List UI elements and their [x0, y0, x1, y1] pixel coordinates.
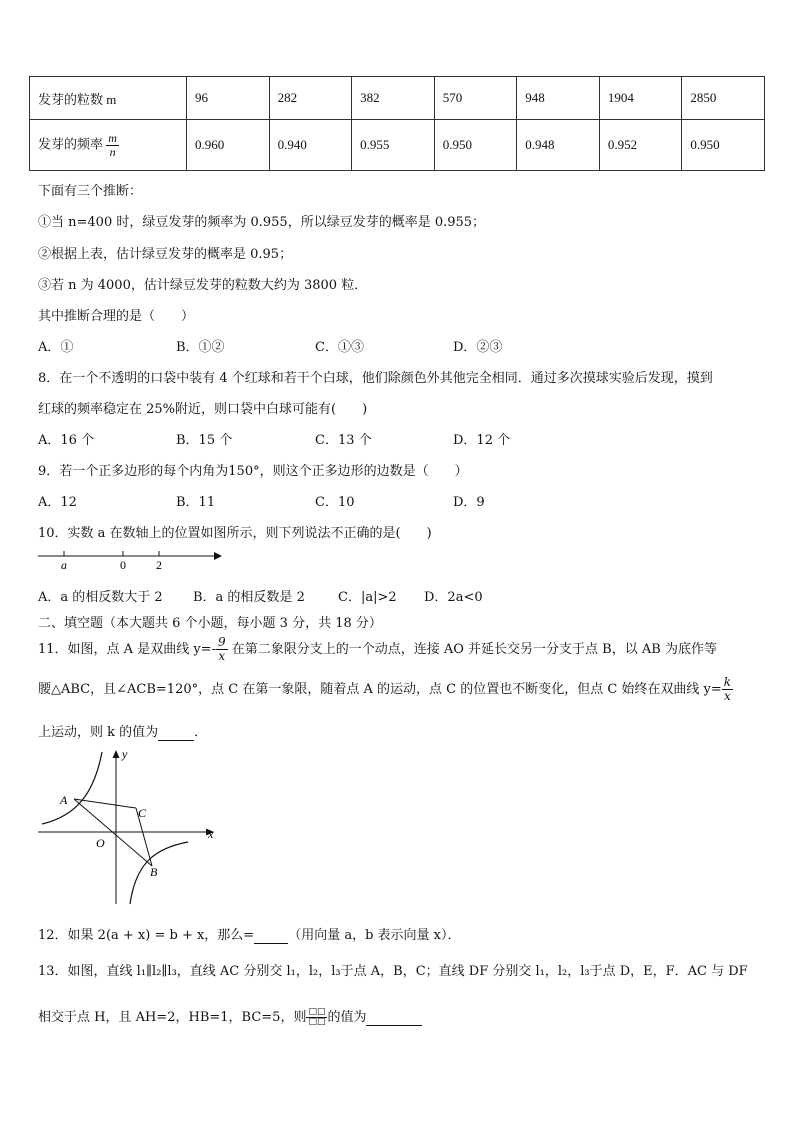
table-cell: 2850	[682, 77, 765, 120]
q7-question: 其中推断合理的是（ ）	[38, 309, 195, 324]
table-row	[30, 120, 765, 171]
row1-header: 发芽的粒数 m	[30, 77, 187, 120]
table-cell: 0.950	[434, 120, 517, 171]
answer-blank[interactable]	[366, 1010, 422, 1026]
row2-header-text: 发芽的频率	[38, 135, 104, 151]
frac-den: x	[724, 689, 731, 703]
q8-option-d: D．12 个	[453, 433, 511, 448]
frac-den: x	[218, 649, 226, 663]
table-cell: 0.960	[187, 120, 270, 171]
table-row	[30, 77, 765, 120]
q9-option-a: A．12	[38, 495, 77, 510]
table-cell: 570	[434, 77, 517, 120]
q13-text-2a: 相交于点 H，且 AH=2，HB=1，BC=5，则	[38, 1010, 307, 1025]
answer-blank[interactable]	[254, 928, 288, 944]
q7-option-b: B．①②	[176, 340, 225, 355]
q7-option-c: C．①③	[315, 340, 364, 355]
frac-num: k	[723, 675, 732, 689]
q11-line-2	[38, 675, 733, 705]
axis-label-2: 2	[156, 558, 162, 572]
q13-text-2b: 的值为	[327, 1010, 367, 1025]
axis-label-0: 0	[120, 558, 126, 572]
q8-line-1: 8．在一个不透明的口袋中装有 4 个红球和若干个白球，他们除颜色外其他完全相同．通过多次摸球实验后发现，摸到	[38, 371, 713, 386]
label-B: B	[150, 865, 158, 879]
number-line-figure	[36, 548, 226, 572]
table-cell: 282	[269, 77, 352, 120]
q7-statement-2: ②根据上表，估计绿豆发芽的概率是 0.95；	[38, 247, 293, 262]
q7-option-a: A．①	[38, 340, 74, 355]
label-O: O	[96, 836, 105, 850]
fraction-9-over-x	[216, 636, 228, 663]
label-A: A	[60, 793, 68, 807]
q13-line-2	[38, 1006, 422, 1027]
q10-option-b: B．a 的相反数是 2	[193, 590, 305, 605]
label-x: x	[208, 827, 214, 841]
q11-text-3b: ．	[194, 725, 208, 740]
hyperbola-figure	[36, 744, 226, 910]
fraction-placeholder: $\frac{□□}{□□}$	[308, 1007, 326, 1027]
frac-num: m	[108, 130, 117, 145]
fraction-k-over-x	[722, 676, 733, 703]
q10-option-a: A．a 的相反数大于 2	[38, 590, 163, 605]
q11-text-3a: 上运动，则 k 的值为	[38, 725, 159, 740]
q11-text-2a: 腰△ABC，且∠ACB=120°，点 C 在第一象限，随着点 A 的运动，点 C 的位置也不断变化，但点 C 始终在双曲线 y=	[38, 682, 722, 697]
q12-text-b: （用向量 a，b 表示向量 x）．	[288, 928, 461, 943]
table-cell: 96	[187, 77, 270, 120]
table-cell: 382	[352, 77, 435, 120]
frac-num: 9	[217, 635, 226, 649]
table-cell: 948	[517, 77, 600, 120]
q13-line-1: 13．如图，直线 l₁∥l₂∥l₃，直线 AC 分别交 l₁，l₂，l₃于点 A，B，C；直线 DF 分别交 l₁，l₂，l₃于点 D，E，F．AC 与 DF	[38, 964, 748, 979]
q12-line	[38, 924, 461, 944]
q9-option-b: B．11	[176, 495, 216, 510]
table-cell: 0.940	[269, 120, 352, 171]
q11-line-3	[38, 721, 207, 741]
label-C: C	[138, 806, 147, 820]
germination-table	[29, 76, 765, 171]
m-over-n-fraction	[106, 132, 119, 159]
q7-statement-3: ③若 n 为 4000，估计绿豆发芽的粒数大约为 3800 粒．	[38, 278, 368, 293]
table-cell: 0.952	[599, 120, 682, 171]
q9-option-c: C．10	[315, 495, 355, 510]
q10-line-1: 10．实数 a 在数轴上的位置如图所示，则下列说法不正确的是( )	[38, 526, 432, 541]
q11-text-1a: 11．如图，点 A 是双曲线 y=-	[38, 642, 216, 657]
q7-intro: 下面有三个推断：	[38, 184, 143, 199]
table-cell: 0.950	[682, 120, 765, 171]
section-heading: 二、填空题（本大题共 6 个小题，每小题 3 分，共 18 分）	[38, 616, 382, 631]
q9-line-1: 9．若一个正多边形的每个内角为150°，则这个正多边形的边数是（ ）	[38, 464, 468, 479]
q10-option-d: D．2a<0	[424, 590, 483, 605]
frac-den: n	[109, 144, 116, 159]
q11-text-1b: 在第二象限分支上的一个动点，连接 AO 并延长交另一分支于点 B，以 AB 为底作等	[227, 642, 717, 657]
q7-option-d: D．②③	[453, 340, 503, 355]
q8-option-b: B．15 个	[176, 433, 233, 448]
q7-statement-1: ①当 n=400 时，绿豆发芽的频率为 0.955，所以绿豆发芽的概率是 0.955；	[38, 215, 486, 230]
q8-option-a: A．16 个	[38, 433, 95, 448]
q8-option-c: C．13 个	[315, 433, 372, 448]
axis-label-a: a	[61, 558, 67, 572]
answer-blank[interactable]	[158, 725, 194, 741]
q10-option-c: C．|a|>2	[338, 590, 397, 605]
table-cell: 0.948	[517, 120, 600, 171]
label-y: y	[122, 747, 128, 761]
q12-text-a: 12．如果 2(a + x) = b + x，那么=	[38, 928, 255, 943]
q8-line-2: 红球的频率稳定在 25%附近，则口袋中白球可能有( )	[38, 402, 368, 417]
row2-header	[30, 120, 187, 171]
table-cell: 1904	[599, 77, 682, 120]
q11-line-1	[38, 635, 717, 665]
table-cell: 0.955	[352, 120, 435, 171]
q9-option-d: D．9	[453, 495, 485, 510]
